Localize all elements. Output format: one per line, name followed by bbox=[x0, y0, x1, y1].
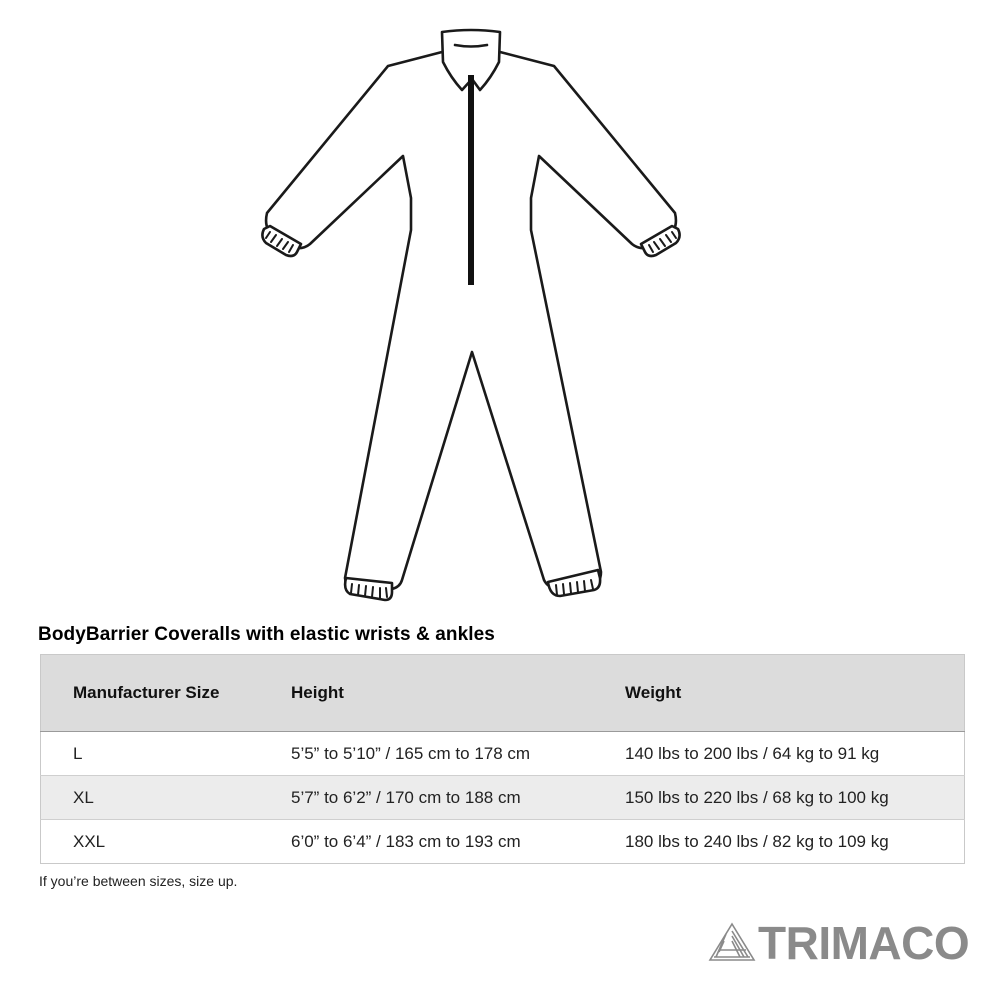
header-weight: Weight bbox=[625, 655, 965, 732]
weight-cell: 180 lbs to 240 lbs / 82 kg to 109 kg bbox=[625, 820, 965, 864]
sizing-note: If you’re between sizes, size up. bbox=[39, 873, 238, 889]
size-chart-table bbox=[40, 654, 965, 864]
table-row bbox=[41, 732, 965, 776]
header-height: Height bbox=[291, 655, 625, 732]
table-header-row bbox=[41, 655, 965, 732]
height-cell: 6’0” to 6’4” / 183 cm to 193 cm bbox=[291, 820, 625, 864]
size-cell: XL bbox=[41, 776, 292, 820]
size-cell: XXL bbox=[41, 820, 292, 864]
brand-logo bbox=[708, 918, 970, 968]
product-title: BodyBarrier Coveralls with elastic wrists & ankles bbox=[38, 624, 495, 645]
trimaco-triangle-logo-icon bbox=[708, 922, 756, 962]
brand-name: TRIMACO bbox=[758, 917, 970, 969]
weight-cell: 140 lbs to 200 lbs / 64 kg to 91 kg bbox=[625, 732, 965, 776]
table-row bbox=[41, 776, 965, 820]
table-row bbox=[41, 820, 965, 864]
size-cell: L bbox=[41, 732, 292, 776]
weight-cell: 150 lbs to 220 lbs / 68 kg to 100 kg bbox=[625, 776, 965, 820]
header-manufacturer-size: Manufacturer Size bbox=[41, 655, 292, 732]
height-cell: 5’5” to 5’10” / 165 cm to 178 cm bbox=[291, 732, 625, 776]
zipper bbox=[468, 75, 474, 285]
height-cell: 5’7” to 6’2” / 170 cm to 188 cm bbox=[291, 776, 625, 820]
